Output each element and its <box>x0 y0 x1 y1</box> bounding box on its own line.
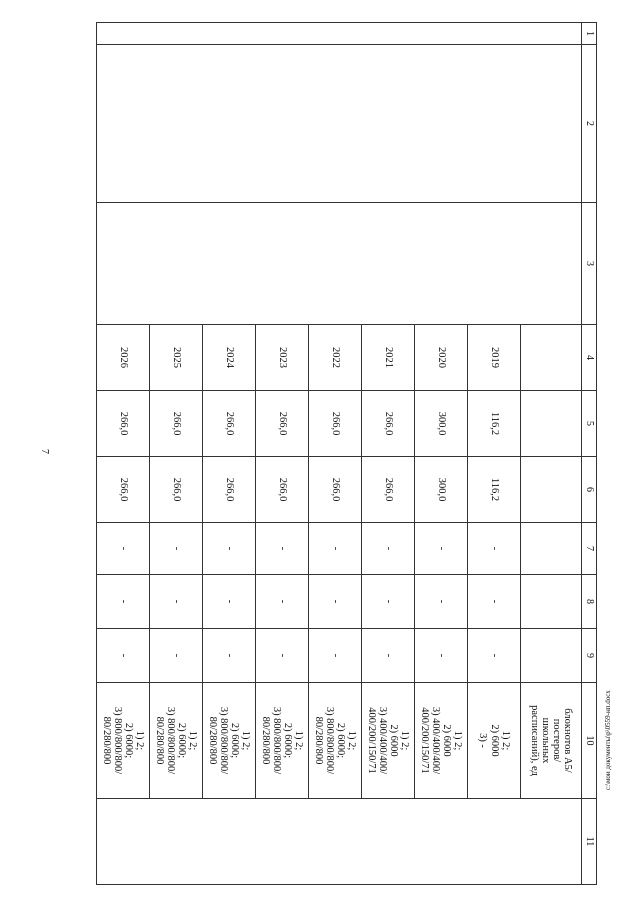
cell-col8: - <box>203 575 256 629</box>
cell-col7: - <box>468 523 521 575</box>
cell-col6: 266,0 <box>256 457 309 523</box>
cell-col5: 116,2 <box>468 391 521 457</box>
cell-col7: - <box>203 523 256 575</box>
cell-year: 2023 <box>256 325 309 391</box>
col-header-8: 8 <box>582 575 597 629</box>
cell-col5: 300,0 <box>415 391 468 457</box>
cell-col9: - <box>415 629 468 683</box>
cell-col9: - <box>468 629 521 683</box>
cell-col7: - <box>362 523 415 575</box>
cell-col9: - <box>256 629 309 683</box>
cell-col5: 266,0 <box>256 391 309 457</box>
program-table <box>96 22 597 885</box>
column-number-row <box>582 23 597 885</box>
cell-col3-merged <box>97 203 582 325</box>
cell-col8: - <box>309 575 362 629</box>
col-header-4: 4 <box>582 325 597 391</box>
cell-col8: - <box>97 575 150 629</box>
continuation-row <box>521 23 582 885</box>
cell-col10: 1) 2; 2) 6000; 3) 800/800/800/ 80/280/800 <box>97 683 150 799</box>
page-number: 7 <box>39 449 50 454</box>
cell-empty <box>521 325 582 391</box>
cell-col5: 266,0 <box>203 391 256 457</box>
col-header-11: 11 <box>582 799 597 885</box>
col-header-7: 7 <box>582 523 597 575</box>
cell-col7: - <box>256 523 309 575</box>
cell-col9: - <box>362 629 415 683</box>
col-header-9: 9 <box>582 629 597 683</box>
cell-col10: 1) 2; 2) 6000; 3) 800/800/800/ 80/280/800 <box>150 683 203 799</box>
cell-col2-merged <box>97 45 582 203</box>
cell-empty <box>521 575 582 629</box>
cell-col10: 1) 2; 2) 6000; 3) 800/800/800/ 80/280/800 <box>309 683 362 799</box>
cell-col6: 266,0 <box>203 457 256 523</box>
cell-col5: 266,0 <box>362 391 415 457</box>
cell-col10: 1) 2; 2) 6000 3) 400/400/400/ 400/200/150/71 <box>415 683 468 799</box>
cell-col7: - <box>309 523 362 575</box>
col-header-1: 1 <box>582 23 597 45</box>
cell-col6: 116,2 <box>468 457 521 523</box>
rotated-table-container <box>91 22 597 884</box>
cell-col7: - <box>415 523 468 575</box>
cell-col1-merged <box>97 23 582 45</box>
cell-col10: 1) 2; 2) 6000 3) 400/400/400/ 400/200/150/71 <box>362 683 415 799</box>
cell-empty <box>521 457 582 523</box>
cell-col10-continuation: блокнотов А5/ постеров/ школьных расписаний), ед <box>521 683 582 799</box>
cell-year: 2019 <box>468 325 521 391</box>
cell-col9: - <box>203 629 256 683</box>
cell-year: 2024 <box>203 325 256 391</box>
cell-col10: 1) 2; 2) 6000; 3) 800/800/800/ 80/280/800 <box>256 683 309 799</box>
cell-col9: - <box>309 629 362 683</box>
cell-col6: 266,0 <box>97 457 150 523</box>
cell-col9: - <box>97 629 150 683</box>
cell-year: 2022 <box>309 325 362 391</box>
cell-empty <box>521 523 582 575</box>
cell-year: 2026 <box>97 325 150 391</box>
cell-col6: 266,0 <box>362 457 415 523</box>
cell-col10: 1) 2; 2) 6000; 3) 800/800/800/ 80/280/800 <box>203 683 256 799</box>
cell-col6: 266,0 <box>150 457 203 523</box>
cell-col9: - <box>150 629 203 683</box>
cell-col10: 1) 2; 2) 6000 3) - <box>468 683 521 799</box>
cell-year: 2020 <box>415 325 468 391</box>
cell-col5: 266,0 <box>309 391 362 457</box>
cell-year: 2025 <box>150 325 203 391</box>
cell-col7: - <box>150 523 203 575</box>
cell-col8: - <box>468 575 521 629</box>
cell-year: 2021 <box>362 325 415 391</box>
cell-col6: 266,0 <box>309 457 362 523</box>
col-header-5: 5 <box>582 391 597 457</box>
cell-col5: 266,0 <box>97 391 150 457</box>
cell-col8: - <box>415 575 468 629</box>
col-header-3: 3 <box>582 203 597 325</box>
cell-col5: 266,0 <box>150 391 203 457</box>
col-header-2: 2 <box>582 45 597 203</box>
cell-col8: - <box>150 575 203 629</box>
col-header-6: 6 <box>582 457 597 523</box>
cell-col6: 300,0 <box>415 457 468 523</box>
file-path-footer: c:\мои документы\р\0559-нп.docx <box>604 690 612 790</box>
cell-col11-merged <box>97 799 582 885</box>
cell-col8: - <box>256 575 309 629</box>
cell-empty <box>521 391 582 457</box>
cell-col7: - <box>97 523 150 575</box>
cell-empty <box>521 629 582 683</box>
cell-col8: - <box>362 575 415 629</box>
col-header-10: 10 <box>582 683 597 799</box>
